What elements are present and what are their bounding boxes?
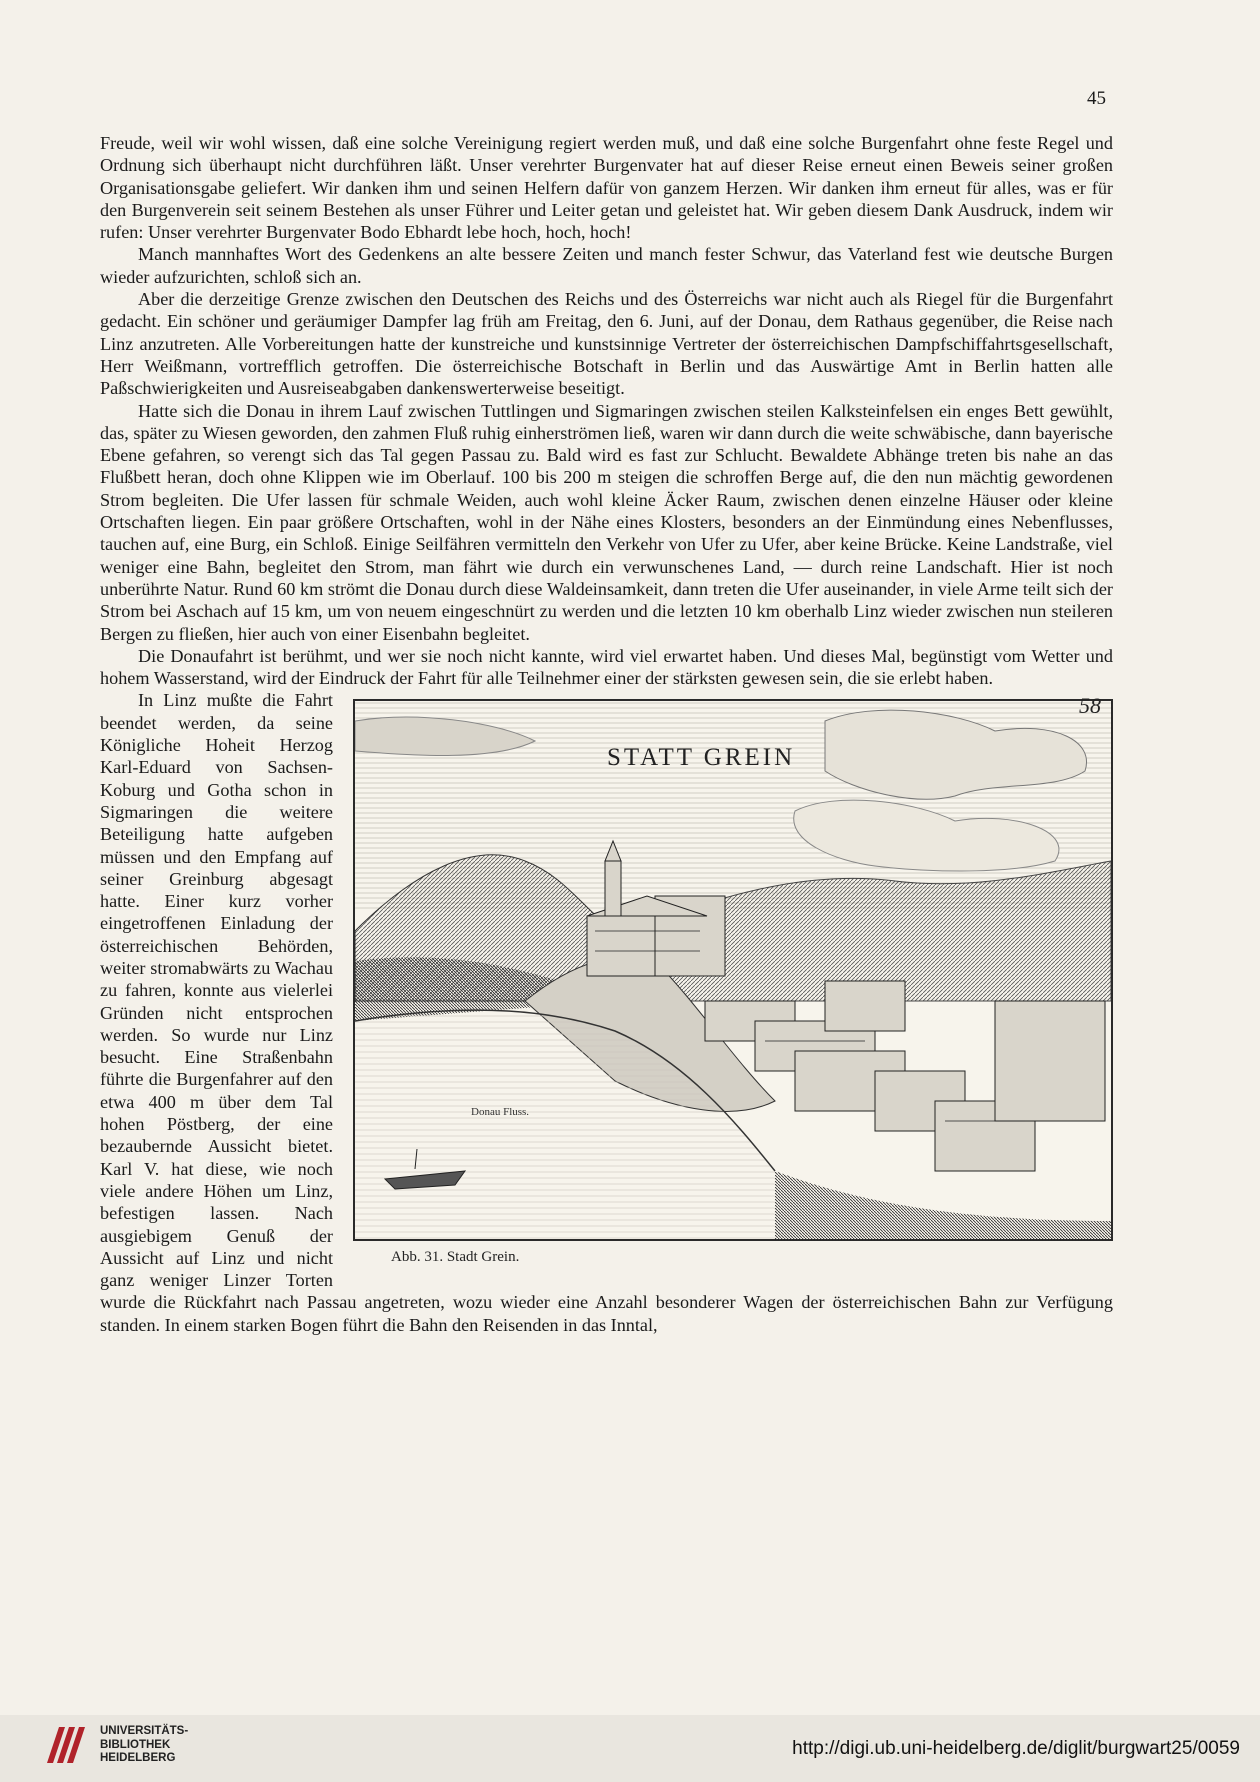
library-name-line: BIBLIOTHEK: [100, 1738, 171, 1751]
engraving-illustration: [355, 701, 1111, 1239]
river-label: Donau Fluss.: [471, 1106, 530, 1119]
paragraph-with-figure: [100, 689, 1113, 1336]
plate-title: STATT GREIN: [607, 744, 796, 772]
plate-number: 58: [1079, 693, 1101, 719]
paragraph: Die Donaufahrt ist berühmt, und wer sie noch nicht kannte, wird viel erwartet haben. Und dieses Mal, begünstigt vom Wetter und hohem Wasserstand, wird der Eindruck der Fahrt für alle Teilnehmer einer der stärksten gewesen sein, die sie erlebt haben.: [100, 645, 1113, 689]
library-name-line: HEIDELBERG: [100, 1752, 176, 1764]
library-name-line: UNIVERSITÄTS-: [100, 1725, 189, 1737]
article-body: [100, 132, 1113, 1336]
figure-caption: Abb. 31. Stadt Grein.: [391, 1249, 520, 1266]
engraving-image: [353, 699, 1113, 1241]
page-number: 45: [1087, 88, 1106, 109]
paragraph: Manch mannhaftes Wort des Gedenkens an alte bessere Zeiten und manch fester Schwur, das Vaterland fest wie deutsche Burgen wieder aufzurichten, schloß sich an.: [100, 244, 1113, 287]
library-name: [100, 1725, 188, 1766]
paragraph: Freude, weil wir wohl wissen, daß eine solche Vereinigung regiert werden muß, und daß eine solche Burgenfahrt ohne feste Regel und Ordnung sich überhaupt nicht durchführen läßt. Unser verehrter Burgenvater hat auf dieser Reise erneut einen Beweis seiner großen Organisationsgabe geliefert. Wir danken ihm und seinen Helfern dafür von ganzem Herzen. Wir danken ihm erneut für alles, was er für den Burgenverein seit seinem Bestehen als unser Führer und Leiter getan und geleistet hat. Wir geben diesem Dank Ausdruck, indem wir rufen: Unser verehrter Burgenvater Bodo Ebhardt lebe hoch, hoch, hoch!: [100, 133, 1113, 243]
footer-bar: [0, 1715, 1260, 1782]
source-url-link[interactable]: http://digi.ub.uni-heidelberg.de/diglit/burgwart25/0059: [792, 1738, 1240, 1759]
paragraph: Hatte sich die Donau in ihrem Lauf zwischen Tuttlingen und Sigmaringen zwischen steilen Kalksteinfelsen ein enges Bett gewühlt, das, später zu Wiesen geworden, den zahmen Fluß ruhig einherströmen ließ, waren wir dann durch die weite schwäbische, dann bayerische Ebene gefahren, so verengt sich das Tal gegen Passau zu. Bald wird es fast zur Schlucht. Bewaldete Abhänge treten bis nahe an das Flußbett heran, doch ohne Klippen wie im Oberlauf. 100 bis 200 m steigen die schroffen Berge auf, die den nun mächtig gewordenen Strom begleiten. Die Ufer lassen für schmale Weiden, auch wohl kleine Äcker Raum, zwischen denen einzelne Häuser oder kleine Ortschaften liegen. Ein paar größere Ortschaften, wohl in der Nähe eines Klosters, besonders an der Einmündung eines Nebenflusses, tauchen auf, eine Burg, ein Schloß. Einige Seilfähren vermitteln den Verkehr von Ufer zu Ufer, aber keine Brücke. Keine Landstraße, viel weniger eine Bahn, begleitet den Strom, man fährt wie durch ein verwunschenes Land, — durch reine Landschaft. Hier ist noch unberührte Natur. Rund 60 km strömt die Donau durch diese Waldeinsamkeit, dann treten die Ufer auseinander, in viele Arme teilt sich der Strom bei Aschach auf 15 km, um von neuem eingeschnürt zu werden und die letzten 10 km oberhalb Linz wieder zwischen nun steileren Bergen zu fließen, hier auch von einer Eisenbahn begleitet.: [100, 400, 1113, 644]
paragraph-text: In Linz mußte die Fahrt beendet werden, da seine Königliche Hoheit Herzog Karl-Eduard von Sachsen-Koburg und Gotha schon in Sigmaringen die weitere Beteiligung hatte aufgeben müssen und den Empfang auf seiner Greinburg abgesagt hatte. Einer kurz vorher eingetroffenen Einladung der österreichischen Behörden, weiter stromabwärts zu Wachau zu fahren, konnte aus vielerlei Gründen nicht entsprochen werden. So wurde nur Linz besucht. Eine Straßenbahn führte die Burgenfahrer auf den etwa 400 m über dem Tal hohen Pöstberg, der eine bezaubernde Aussicht bietet. Karl V. hat diese, wie noch viele andere Höhen um Linz, befestigen lassen. Nach ausgiebigem Genuß der Aussicht auf Linz und nicht ganz weniger Linzer Torten wurde die Rückfahrt nach Passau angetreten, wozu wieder eine Anzahl besonderer Wagen der österreichischen Bahn zur Verfügung standen. In einem starken Bogen führt die Bahn den Reisenden in das Inntal,: [100, 690, 1113, 1335]
figure-stadt-grein: [351, 691, 1113, 1267]
library-logo-icon: [45, 1723, 89, 1767]
paragraph: Aber die derzeitige Grenze zwischen den Deutschen des Reichs und des Österreichs war nicht auch als Riegel für die Burgenfahrt gedacht. Ein schöner und geräumiger Dampfer lag früh am Freitag, den 6. Juni, auf der Donau, dem Rathaus gegenüber, die Reise nach Linz anzutreten. Alle Vorbereitungen hatte der kunstreiche und kunstsinnige Vertreter der österreichischen Dampfschiffahrtsgesellschaft, Herr Weißmann, vortrefflich getroffen. Die österreichische Botschaft in Berlin und das Auswärtige Amt in Berlin hatten alle Paßschwierigkeiten und Ausreiseabgaben dankenswerterweise beseitigt.: [100, 289, 1113, 399]
